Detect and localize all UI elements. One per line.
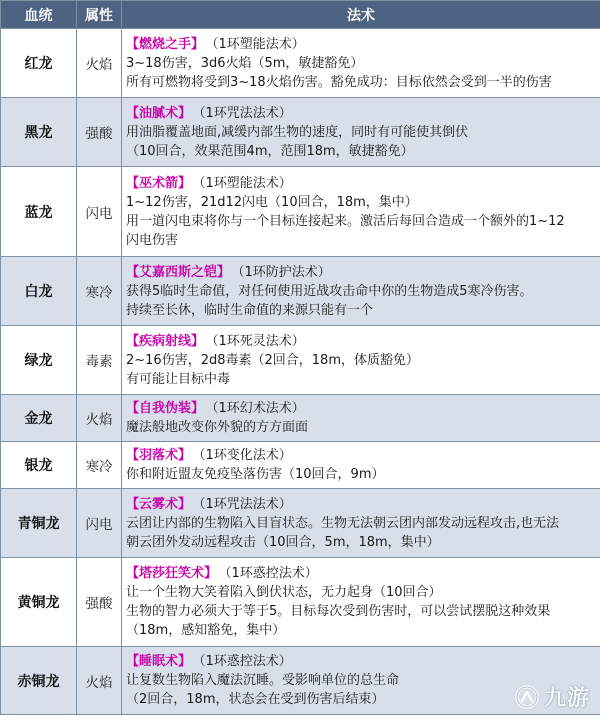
spell-cell [122, 442, 600, 489]
element-cell: 火焰 [77, 395, 122, 442]
header-row [1, 1, 600, 29]
table-row [1, 98, 600, 167]
spell-line: 魔法般地改变你外貌的方方面面 [126, 420, 309, 435]
element-cell: 闪电 [77, 167, 122, 257]
header-element: 属性 [77, 1, 122, 29]
spell-level: （1环防护法术） [238, 264, 331, 280]
table-row [1, 489, 600, 558]
spell-name: 【塔莎狂笑术】 [126, 566, 218, 581]
spell-name: 【燃烧之手】 [126, 36, 205, 52]
spell-cell [122, 326, 600, 395]
element-cell: 毒素 [77, 326, 122, 395]
spell-line: 生物的智力必须大于等于5。目标每次受到伤害时，可以尝试摆脱这种效果 [126, 604, 551, 619]
spell-level: （1环咒法法术） [199, 496, 292, 512]
lineage-cell: 金龙 [1, 395, 77, 442]
spell-name: 【油腻术】 [126, 105, 192, 121]
element-cell: 闪电 [77, 489, 122, 558]
lineage-cell: 赤铜龙 [1, 647, 77, 715]
lineage-cell: 绿龙 [1, 326, 77, 395]
table-row [1, 257, 600, 326]
spell-line: 你和附近盟友免疫坠落伤害（10回合，9m） [126, 467, 385, 482]
spell-line: （18m，感知豁免，集中） [126, 623, 286, 638]
spell-name: 【云雾术】 [126, 496, 192, 512]
lineage-cell: 黄铜龙 [1, 558, 77, 647]
spell-name: 【自我伪装】 [126, 401, 205, 416]
spell-name: 【巫术箭】 [126, 175, 192, 191]
element-cell: 寒冷 [77, 442, 122, 489]
spell-level: （1环咒法法术） [199, 105, 292, 121]
spell-line: （10回合，效果范围4m，范围18m，敏捷豁免） [126, 143, 414, 159]
spell-cell [122, 167, 600, 257]
spell-name: 【羽落术】 [126, 448, 192, 463]
spell-level: （1环塑能法术） [212, 36, 305, 52]
spell-line: 让复数生物陷入魔法沉睡。受影响单位的总生命 [126, 673, 400, 688]
spell-level: （1环惑控法术） [199, 654, 292, 669]
spell-line: 3~18伤害，3d6火焰（5m，敏捷豁免） [126, 55, 364, 71]
spell-line: 持续至长休，临时生命值的来源只能有一个 [126, 302, 374, 318]
spell-line: 有可能让目标中毒 [126, 371, 231, 387]
table-row [1, 647, 600, 715]
spell-level: （1环变化法术） [199, 448, 292, 463]
lineage-cell: 黑龙 [1, 98, 77, 167]
header-spell: 法术 [122, 1, 600, 29]
spell-level: （1环死灵法术） [212, 333, 305, 349]
table-row [1, 29, 600, 98]
spell-cell [122, 29, 600, 98]
spell-name: 【疾病射线】 [126, 333, 205, 349]
lineage-cell: 青铜龙 [1, 489, 77, 558]
element-cell: 强酸 [77, 98, 122, 167]
spell-level: （1环塑能法术） [199, 175, 292, 191]
spell-line: 朝云团外发动远程攻击（10回合，5m，18m，集中） [126, 534, 440, 550]
element-cell: 寒冷 [77, 257, 122, 326]
header-lineage: 血统 [1, 1, 77, 29]
element-cell: 火焰 [77, 29, 122, 98]
watermark-icon [514, 684, 540, 710]
spell-name: 【艾嘉西斯之铠】 [126, 264, 231, 280]
spell-line: 用油脂覆盖地面,减缓内部生物的速度，同时有可能使其倒伏 [126, 124, 469, 140]
spell-line: 闪电伤害 [126, 232, 179, 248]
spell-cell [122, 558, 600, 647]
spell-name: 【睡眠术】 [126, 654, 192, 669]
table-row [1, 326, 600, 395]
table-row [1, 395, 600, 442]
spell-line: 1~12伤害，21d12闪电（10回合，18m，集中） [126, 194, 418, 210]
lineage-cell: 白龙 [1, 257, 77, 326]
element-cell: 强酸 [77, 558, 122, 647]
spell-level: （1环惑控法术） [225, 566, 318, 581]
watermark-text: 九游 [543, 686, 590, 711]
spell-line: 所有可燃物将受到3~18火焰伤害。豁免成功：目标依然会受到一半的伤害 [126, 74, 552, 90]
spell-line: （2回合，18m，状态会在受到伤害后结束） [126, 692, 385, 707]
spell-cell [122, 489, 600, 558]
lineage-cell: 红龙 [1, 29, 77, 98]
spell-cell [122, 98, 600, 167]
spell-line: 2~16伤害，2d8毒素（2回合，18m，体质豁免） [126, 352, 419, 368]
table-row [1, 558, 600, 647]
table-row [1, 167, 600, 257]
spell-cell [122, 395, 600, 442]
watermark-logo [514, 681, 590, 712]
spell-line: 云团让内部的生物陷入目盲状态。生物无法朝云团内部发动远程攻击,也无法 [126, 515, 560, 531]
spell-line: 获得5临时生命值，对任何使用近战攻击命中你的生物造成5寒冷伤害。 [126, 283, 533, 299]
spell-level: （1环幻术法术） [212, 401, 305, 416]
lineage-cell: 银龙 [1, 442, 77, 489]
spell-line: 让一个生物大笑着陷入倒伏状态，无力起身（10回合） [126, 585, 442, 600]
table-row [1, 442, 600, 489]
spell-line: 用一道闪电束将你与一个目标连接起来。激活后每回合造成一个额外的1~12 [126, 213, 565, 229]
spell-cell [122, 257, 600, 326]
element-cell: 火焰 [77, 647, 122, 715]
lineage-cell: 蓝龙 [1, 167, 77, 257]
